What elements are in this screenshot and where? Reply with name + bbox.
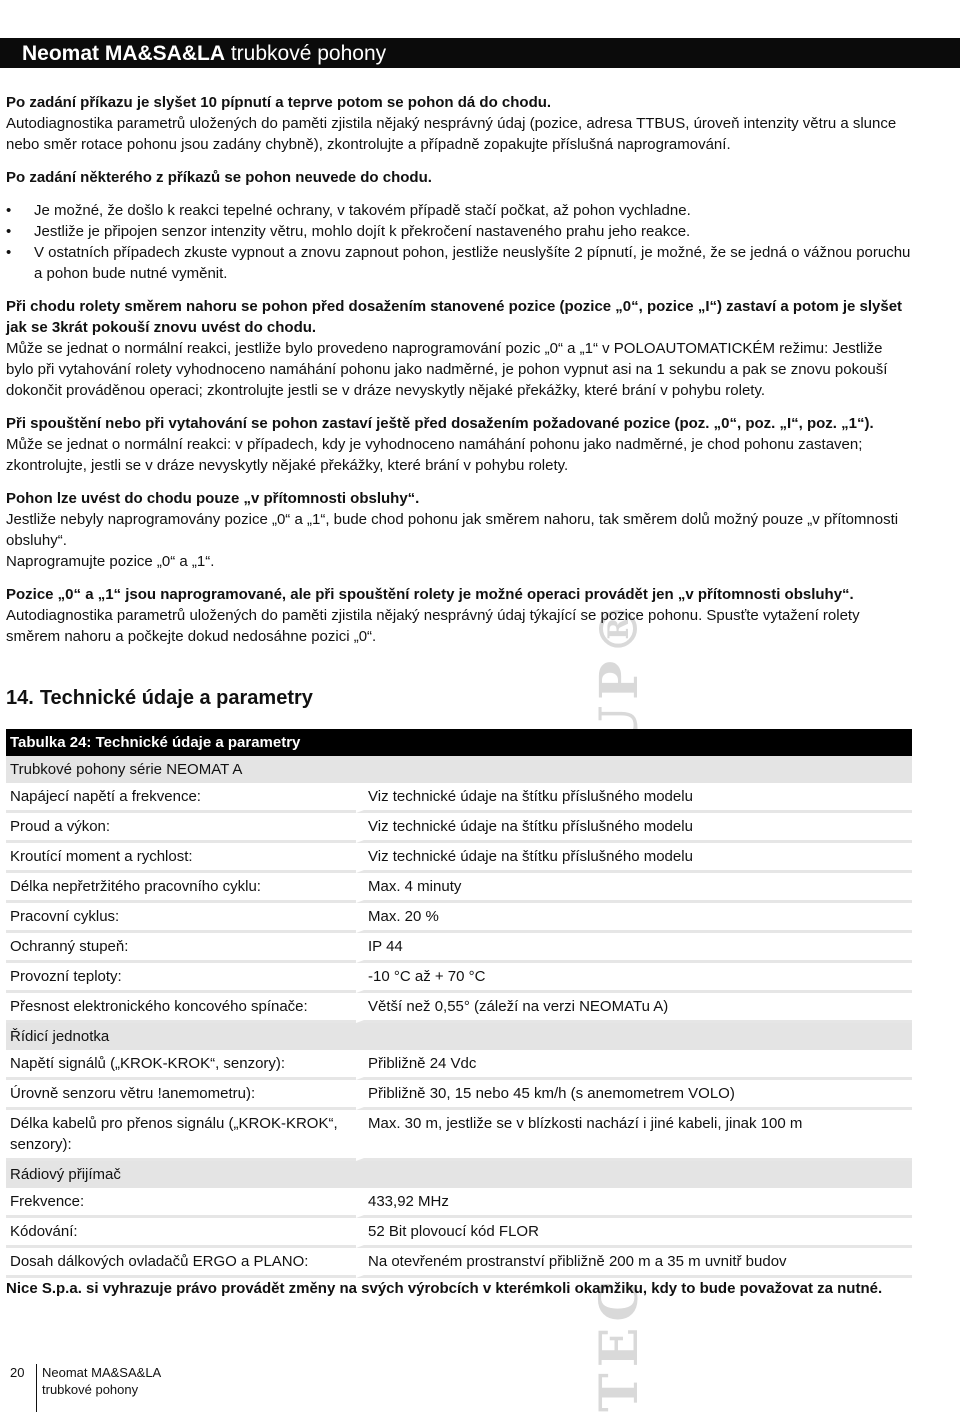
row-label: Délka kabelů pro přenos signálu („KROK-KROK“, senzory): — [6, 1110, 356, 1161]
row-label: Kódování: — [6, 1218, 356, 1248]
row-label: Napájecí napětí a frekvence: — [6, 783, 356, 813]
table-row — [6, 933, 912, 963]
row-label: Frekvence: — [6, 1188, 356, 1218]
table-group-label: Trubkové pohony série NEOMAT A — [6, 756, 912, 783]
problem-text-4: Může se jednat o normální reakci: v případech, kdy je vyhodnoceno namáhání pohonu jako nadměrné, je chod pohonu zastaven; zkontrolujte, jestli se v dráze nevyskytly nějaké překážky, které brání v pohybu rolety. — [6, 436, 863, 474]
table-caption-row — [6, 729, 912, 756]
table-row — [6, 813, 912, 843]
row-label: Přesnost elektronického koncového spínače: — [6, 993, 356, 1023]
row-value: Max. 20 % — [356, 903, 912, 933]
table-group-label: Rádiový přijímač — [6, 1161, 912, 1188]
table-row — [6, 903, 912, 933]
row-value: Viz technické údaje na štítku příslušného modelu — [356, 843, 912, 873]
row-value: -10 °C až + 70 °C — [356, 963, 912, 993]
problem-text-5b: Naprogramujte pozice „0“ a „1“. — [6, 553, 215, 570]
footer-divider — [36, 1364, 37, 1412]
list-item: • Jestliže je připojen senzor intenzity větru, mohlo dojít k překročení nastaveného prahu jeho reakce. — [6, 221, 912, 242]
table-group-row — [6, 1161, 912, 1188]
row-label: Úrovně senzoru větru !anemometru): — [6, 1080, 356, 1110]
table-caption: Tabulka 24: Technické údaje a parametry — [6, 729, 912, 756]
row-value: Viz technické údaje na štítku příslušného modelu — [356, 783, 912, 813]
footer-product — [42, 1364, 242, 1398]
list-item: • V ostatních případech zkuste vypnout a znovu zapnout pohon, jestliže neuslyšíte 2 pípnutí, je možné, že se jedná o vážnou poruchu a pohon bude nutné vyměnit. — [6, 242, 912, 284]
problem-heading-4: Při spouštění nebo při vytahování se pohon zastaví ještě před dosažením požadované pozice (poz. „0“, poz. „I“, poz. „1“). — [6, 415, 874, 432]
section-number: 14. — [6, 687, 34, 709]
table-group-label: Řídicí jednotka — [6, 1023, 912, 1050]
footer-line-1: Neomat MA&SA&LA — [42, 1365, 162, 1380]
row-label: Proud a výkon: — [6, 813, 356, 843]
row-value: 52 Bit plovoucí kód FLOR — [356, 1218, 912, 1248]
row-value: Viz technické údaje na štítku příslušného modelu — [356, 813, 912, 843]
header-bar — [0, 38, 960, 68]
problem-heading-5: Pohon lze uvést do chodu pouze „v přítomnosti obsluhy“. — [6, 490, 420, 507]
problem-heading-2: Po zadání některého z příkazů se pohon neuvede do chodu. — [6, 169, 432, 186]
disclaimer-note: Nice S.p.a. si vyhrazuje právo provádět změny na svých výrobcích v kterémkoli okamžiku, kdy to bude považovat za nutné. — [6, 1280, 883, 1297]
spec-table — [6, 729, 912, 1278]
row-value: Max. 30 m, jestliže se v blízkosti nachází i jiné kabeli, jinak 100 m — [356, 1110, 912, 1161]
table-row — [6, 1050, 912, 1080]
main-content — [6, 92, 912, 1299]
problem-text-3: Může se jednat o normální reakci, jestliže bylo provedeno naprogramování pozic „0“ a „1“ v POLOAUTOMATICKÉM režimu: Jestliže bylo při vytahování rolety vyhodnoceno namáhání pohonu jako nadměrné, je pohon vypnut asi na 1 sekundu a pak se znovu pokouší dokončit prováděnou operaci; zkontrolujte jestli se v dráze nevyskytly nějaké překážky, které brání v pohybu rolety. — [6, 340, 888, 399]
problem-heading-1: Po zadání příkazu je slyšet 10 pípnutí a teprve potom se pohon dá do chodu. — [6, 94, 552, 111]
page-number: 20 — [10, 1365, 25, 1380]
table-row — [6, 1080, 912, 1110]
row-value: Přibližně 24 Vdc — [356, 1050, 912, 1080]
table-row — [6, 873, 912, 903]
table-row — [6, 963, 912, 993]
footer-line-2: trubkové pohony — [42, 1382, 139, 1397]
table-group-row — [6, 756, 912, 783]
row-value: Přibližně 30, 15 nebo 45 km/h (s anemometrem VOLO) — [356, 1080, 912, 1110]
section-title: Technické údaje a parametry — [39, 687, 313, 709]
row-label: Provozní teploty: — [6, 963, 356, 993]
bullet-list — [6, 200, 912, 284]
problem-heading-6: Pozice „0“ a „1“ jsou naprogramované, ale při spouštění rolety je možné operaci provádět jen „v přítomnosti obsluhy“. — [6, 586, 854, 603]
table-row — [6, 1110, 912, 1161]
table-row — [6, 843, 912, 873]
section-heading — [6, 685, 912, 711]
document-title — [22, 41, 386, 67]
row-label: Napětí signálů („KROK-KROK“, senzory): — [6, 1050, 356, 1080]
row-value: 433,92 MHz — [356, 1188, 912, 1218]
table-row — [6, 1248, 912, 1278]
row-label: Ochranný stupeň: — [6, 933, 356, 963]
row-value: IP 44 — [356, 933, 912, 963]
row-value: Na otevřeném prostranství přibližně 200 m a 35 m uvnitř budov — [356, 1248, 912, 1278]
row-value: Max. 4 minuty — [356, 873, 912, 903]
problem-text-5: Jestliže nebyly naprogramovány pozice „0“ a „1“, bude chod pohonu jak směrem nahoru, tak směrem dolů možný pouze „v přítomnosti obsluhy“. — [6, 511, 899, 549]
row-value: Větší než 0,55° (záleží na verzi NEOMATu A) — [356, 993, 912, 1023]
row-label: Pracovní cyklus: — [6, 903, 356, 933]
problem-text-6: Autodiagnostika parametrů uložených do paměti zjistila nějaký nesprávný údaj týkající se pozice pohonu. Spusťte vytažení rolety směrem nahoru a počkejte dokud nedosáhne pozici „0“. — [6, 607, 860, 645]
title-product: Neomat MA&SA&LA — [22, 42, 226, 65]
table-group-row — [6, 1023, 912, 1050]
row-label: Dosah dálkových ovladačů ERGO a PLANO: — [6, 1248, 356, 1278]
problem-text-1: Autodiagnostika parametrů uložených do paměti zjistila nějaký nesprávný údaj (pozice, adresa TTBUS, úroveň intenzity větru a slunce nebo směr rotace pohonu jsou zadány chybně), zkontrolujte a případně zopakujte příslušná naprogramování. — [6, 115, 897, 153]
table-row — [6, 1188, 912, 1218]
table-row — [6, 993, 912, 1023]
problem-heading-3: Při chodu rolety směrem nahoru se pohon před dosažením stanovené pozice (pozice „0“, pozice „I“) zastaví a potom je slyšet jak se 3krát pokouší znovu uvést do chodu. — [6, 298, 903, 336]
row-label: Délka nepřetržitého pracovního cyklu: — [6, 873, 356, 903]
list-item: • Je možné, že došlo k reakci tepelné ochrany, v takovém případě stačí počkat, až pohon vychladne. — [6, 200, 912, 221]
row-label: Kroutící moment a rychlost: — [6, 843, 356, 873]
title-suffix: trubkové pohony — [225, 42, 387, 65]
table-row — [6, 1218, 912, 1248]
table-row — [6, 783, 912, 813]
